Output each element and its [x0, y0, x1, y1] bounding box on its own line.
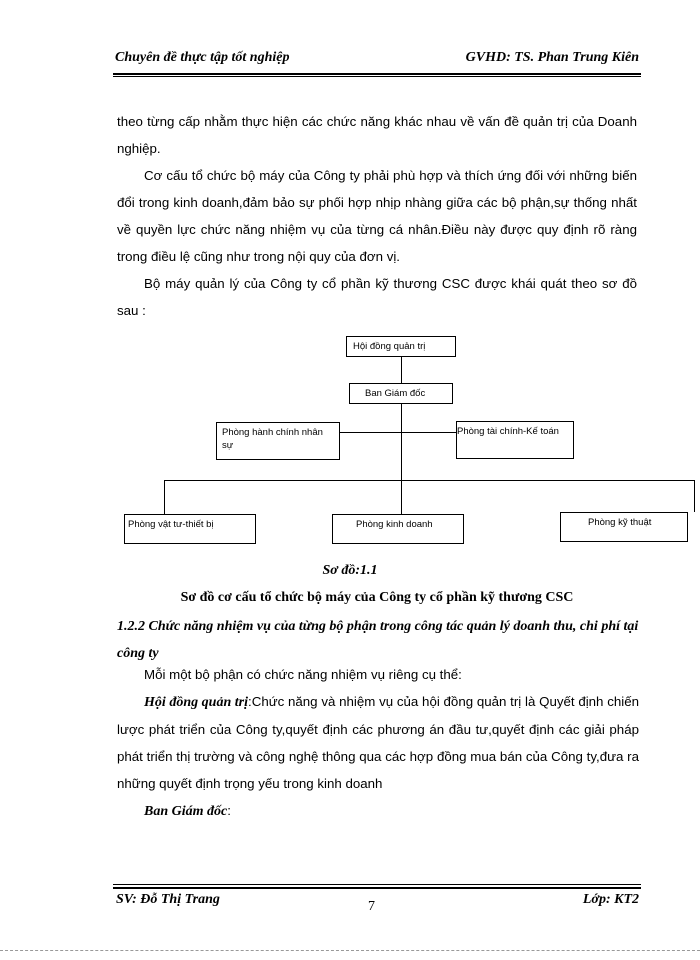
paragraph: [117, 797, 639, 825]
org-box-board: Hội đồng quản trị: [346, 336, 456, 357]
directors-text: :: [227, 803, 231, 818]
board-text: :Chức năng và nhiệm vụ của hội đồng quản trị là Quyết định chiến lược phát triển của Công ty,quyết định các phương án đầu tư,quyết định các giải pháp phát triển thị trường và công nghệ thông qua các hợp đồng mua bán của Công ty,đưa ra những quyết định trọng yếu trong kinh doanh: [117, 694, 639, 791]
page-number: 7: [368, 899, 375, 914]
connector: [401, 357, 402, 383]
header-title: Chuyên đề thực tập tốt nghiệp: [115, 50, 290, 65]
section-heading: 1.2.2 Chức năng nhiệm vụ của từng bộ phận trong công tác quản lý doanh thu, chi phí tại công ty: [117, 619, 639, 661]
body-text: [117, 108, 637, 324]
figure-number: Sơ đồ:1.1: [322, 563, 378, 578]
connector: [401, 480, 402, 514]
connector: [694, 480, 695, 512]
paragraph: Mỗi một bộ phận có chức năng nhiệm vụ riêng cụ thể:: [144, 667, 462, 682]
footer-class: Lớp: KT2: [582, 892, 639, 907]
header-advisor: GVHD: TS. Phan Trung Kiên: [465, 50, 639, 65]
footer-student: SV: Đỗ Thị Trang: [116, 892, 220, 907]
page-boundary: [0, 950, 700, 951]
paragraph: Cơ cấu tổ chức bộ máy của Công ty phải phù hợp và thích ứng đối với những biến đổi trong kinh doanh,đảm bảo sự phối hợp nhịp nhàng giữa các bộ phận,sự thống nhất về quyền lực chức năng nhiệm vụ của từng cá nhân.Điều này được quy định rõ ràng trong điều lệ cũng như trong nội quy của đơn vị.: [117, 168, 637, 264]
header-rule-thin: [113, 76, 641, 77]
header-rule: [113, 73, 641, 75]
section-body: [117, 661, 639, 825]
board-label: Hội đồng quản trị: [144, 695, 249, 710]
org-box-technical: Phòng kỹ thuật: [560, 512, 688, 542]
org-chart: [110, 330, 700, 560]
org-box-hr: Phòng hành chính nhân sự: [216, 422, 340, 460]
paragraph: [117, 688, 639, 797]
directors-label: Ban Giám đốc: [144, 804, 228, 819]
page-header: [115, 50, 639, 72]
org-box-materials: Phòng vật tư-thiết bị: [124, 514, 256, 544]
paragraph: Bộ máy quản lý của Công ty cổ phần kỹ thương CSC được khái quát theo sơ đồ sau :: [117, 276, 637, 318]
org-box-finance: Phòng tài chính-Kế toán: [456, 421, 574, 459]
connector: [401, 404, 402, 480]
connector: [164, 480, 165, 514]
figure-title: Sơ đồ cơ cấu tổ chức bộ máy của Công ty cổ phần kỹ thương CSC: [180, 590, 574, 605]
connector: [340, 432, 456, 433]
footer-rule: [113, 887, 641, 889]
connector: [164, 480, 694, 481]
footer-rule-thin: [113, 884, 641, 885]
org-box-directors: Ban Giám đốc: [349, 383, 453, 404]
org-box-business: Phòng kinh doanh: [332, 514, 464, 544]
paragraph: theo từng cấp nhằm thực hiện các chức năng khác nhau về vấn đề quản trị của Doanh nghiệp.: [117, 114, 637, 156]
